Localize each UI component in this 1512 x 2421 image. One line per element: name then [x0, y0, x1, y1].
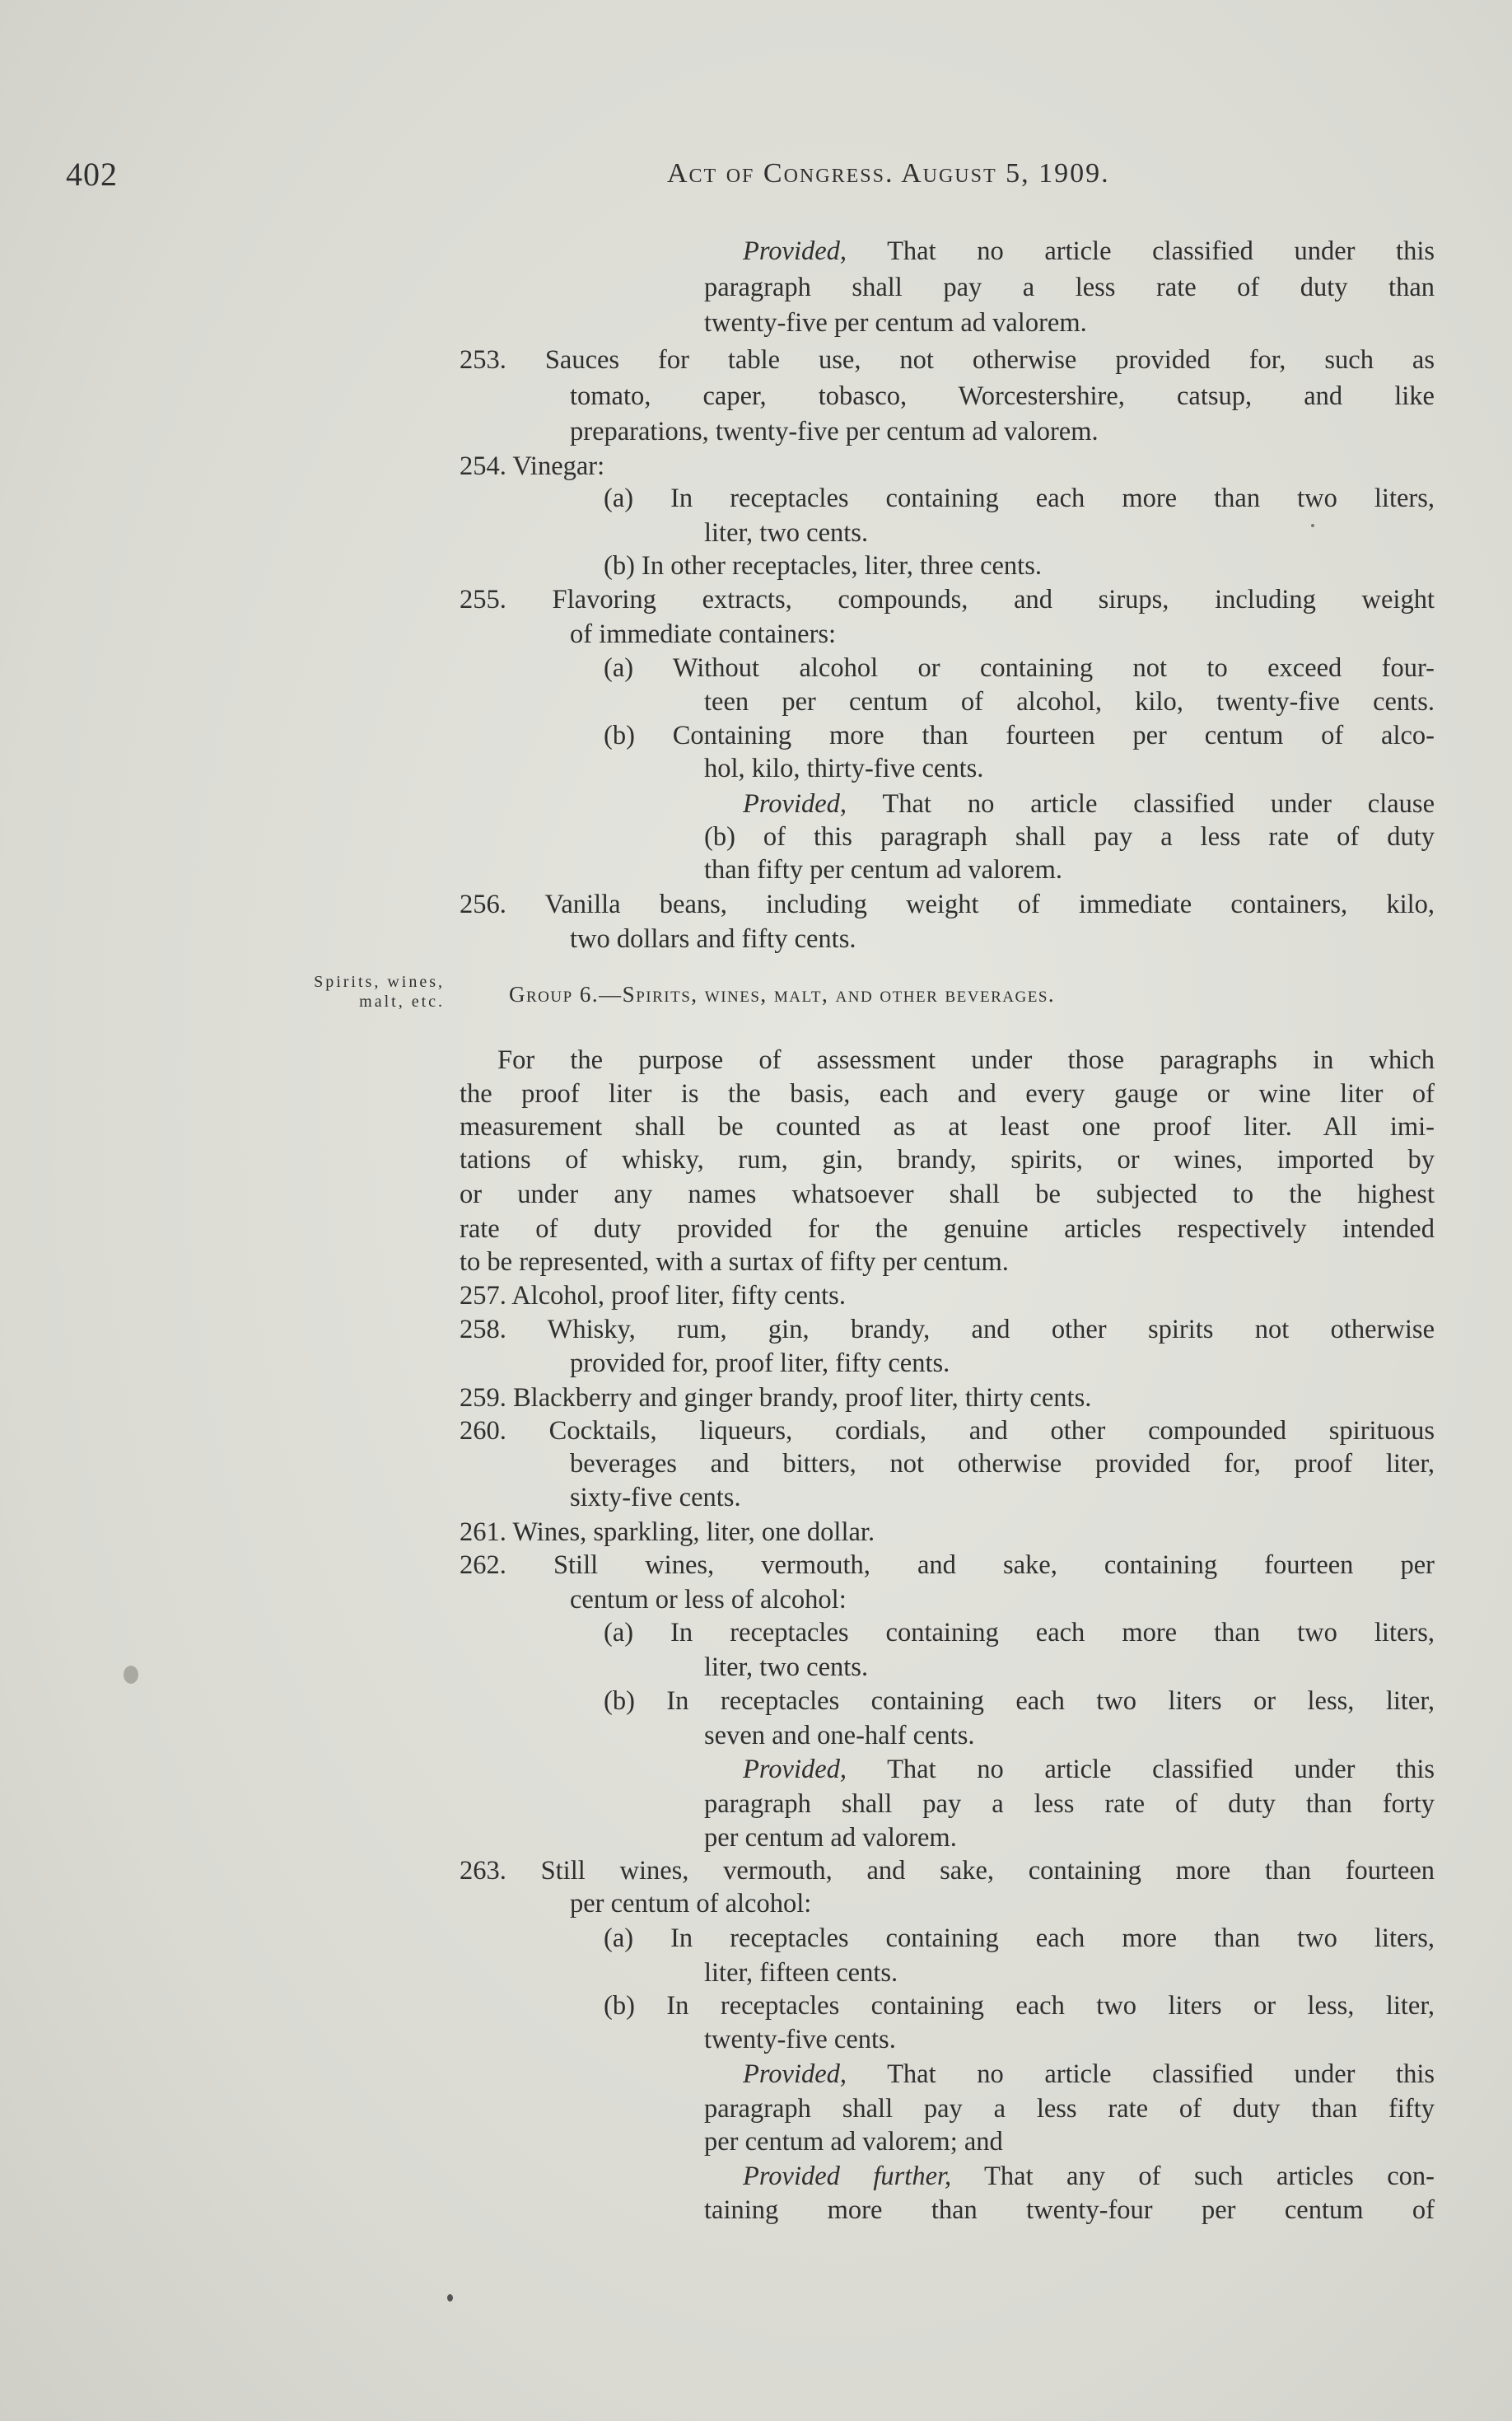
text-line: or under any names whatsoever shall be subjected to the highest — [460, 1180, 1435, 1209]
text-line: Provided, That no article classified under clause — [743, 789, 1435, 819]
text-line: liter, fifteen cents. — [704, 1958, 898, 1988]
text-line: 255. Flavoring extracts, compounds, and sirups, including weight — [460, 585, 1435, 615]
text-line: (a) In receptacles containing each more than two liters, — [604, 1923, 1435, 1953]
text-line: teen per centum of alcohol, kilo, twenty-five cents. — [704, 687, 1435, 717]
text-line: paragraph shall pay a less rate of duty than forty — [704, 1789, 1435, 1819]
text-line: Provided, That no article classified under this — [743, 2059, 1435, 2089]
paper-speck — [124, 1666, 138, 1684]
text-line: 263. Still wines, vermouth, and sake, containing more than fourteen — [460, 1856, 1435, 1886]
text-line: 260. Cocktails, liqueurs, cordials, and other compounded spirituous — [460, 1416, 1435, 1446]
text-line: (b) In other receptacles, liter, three cents. — [604, 551, 1042, 581]
text-line: 261. Wines, sparkling, liter, one dollar. — [460, 1517, 875, 1547]
text-line: (a) In receptacles containing each more than two liters, — [604, 484, 1435, 513]
text-line: paragraph shall pay a less rate of duty than — [704, 273, 1435, 302]
text-line: 259. Blackberry and ginger brandy, proof liter, thirty cents. — [460, 1383, 1092, 1413]
text-line: liter, two cents. — [704, 518, 869, 548]
text-line: Provided further, That any of such articles con- — [743, 2162, 1435, 2191]
text-line: 256. Vanilla beans, including weight of immediate containers, kilo, — [460, 890, 1435, 919]
text-line: than fifty per centum ad valorem. — [704, 855, 1062, 885]
text-line: liter, two cents. — [704, 1652, 869, 1682]
text-line: to be represented, with a surtax of fifty per centum. — [460, 1247, 1009, 1277]
text-line: seven and one-half cents. — [704, 1721, 975, 1750]
margin-note-line: malt, etc. — [359, 993, 445, 1011]
text-line: (b) In receptacles containing each two liters or less, liter, — [604, 1686, 1435, 1716]
text-line: centum or less of alcohol: — [570, 1585, 847, 1615]
text-line: provided for, proof liter, fifty cents. — [570, 1348, 950, 1378]
text-line: tomato, caper, tobasco, Worcestershire, catsup, and like — [570, 381, 1435, 411]
text-line: two dollars and fifty cents. — [570, 924, 856, 954]
margin-note — [189, 972, 445, 1012]
text-line: Provided, That no article classified under this — [743, 236, 1435, 266]
text-line: 258. Whisky, rum, gin, brandy, and other spirits not otherwise — [460, 1315, 1435, 1344]
text-line: tations of whisky, rum, gin, brandy, spirits, or wines, imported by — [460, 1145, 1435, 1175]
paper-speck — [447, 2294, 453, 2302]
text-line: hol, kilo, thirty-five cents. — [704, 754, 984, 783]
text-line: (b) In receptacles containing each two liters or less, liter, — [604, 1991, 1435, 2021]
page-number: 402 — [66, 156, 118, 193]
text-line: beverages and bitters, not otherwise provided for, proof liter, — [570, 1449, 1435, 1479]
text-line: the proof liter is the basis, each and every gauge or wine liter of — [460, 1079, 1435, 1109]
text-line: rate of duty provided for the genuine articles respectively intended — [460, 1214, 1435, 1244]
text-line: Provided, That no article classified under this — [743, 1755, 1435, 1784]
proviso-word: Provided further, — [743, 2162, 952, 2191]
text-line: 254. Vinegar: — [460, 451, 605, 481]
proviso-word: Provided, — [743, 1755, 847, 1784]
text-line: per centum ad valorem; and — [704, 2127, 1003, 2157]
text-line: taining more than twenty-four per centum of — [704, 2195, 1435, 2225]
text-line: per centum ad valorem. — [704, 1823, 957, 1853]
text-line: (b) of this paragraph shall pay a less rate of duty — [704, 822, 1435, 852]
running-head: Act of Congress. August 5, 1909. — [667, 158, 1110, 189]
text-line: paragraph shall pay a less rate of duty than fifty — [704, 2094, 1435, 2124]
proviso-word: Provided, — [743, 236, 847, 266]
text-line: twenty-five cents. — [704, 2025, 896, 2054]
text-line: 253. Sauces for table use, not otherwise provided for, such as — [460, 345, 1435, 375]
text-line: measurement shall be counted as at least one proof liter. All imi- — [460, 1112, 1435, 1142]
text-line: For the purpose of assessment under those paragraphs in which — [497, 1045, 1435, 1075]
text-line: twenty-five per centum ad valorem. — [704, 308, 1087, 338]
margin-note-line: Spirits, wines, — [314, 973, 445, 991]
proviso-word: Provided, — [743, 2059, 847, 2089]
text-line: sixty-five cents. — [570, 1483, 741, 1512]
text-line: (a) Without alcohol or containing not to exceed four- — [604, 653, 1435, 683]
paper-speck — [1311, 524, 1314, 527]
text-line: of immediate containers: — [570, 619, 837, 649]
text-line: 262. Still wines, vermouth, and sake, containing fourteen per — [460, 1550, 1435, 1580]
proviso-word: Provided, — [743, 789, 847, 819]
text-line: per centum of alcohol: — [570, 1889, 812, 1919]
text-line: (b) Containing more than fourteen per centum of alco- — [604, 721, 1435, 750]
text-line: (a) In receptacles containing each more than two liters, — [604, 1618, 1435, 1647]
group-heading: Group 6.—Spirits, wines, malt, and other beverages. — [509, 982, 1056, 1007]
text-line: preparations, twenty-five per centum ad valorem. — [570, 417, 1099, 446]
text-line: 257. Alcohol, proof liter, fifty cents. — [460, 1281, 846, 1311]
